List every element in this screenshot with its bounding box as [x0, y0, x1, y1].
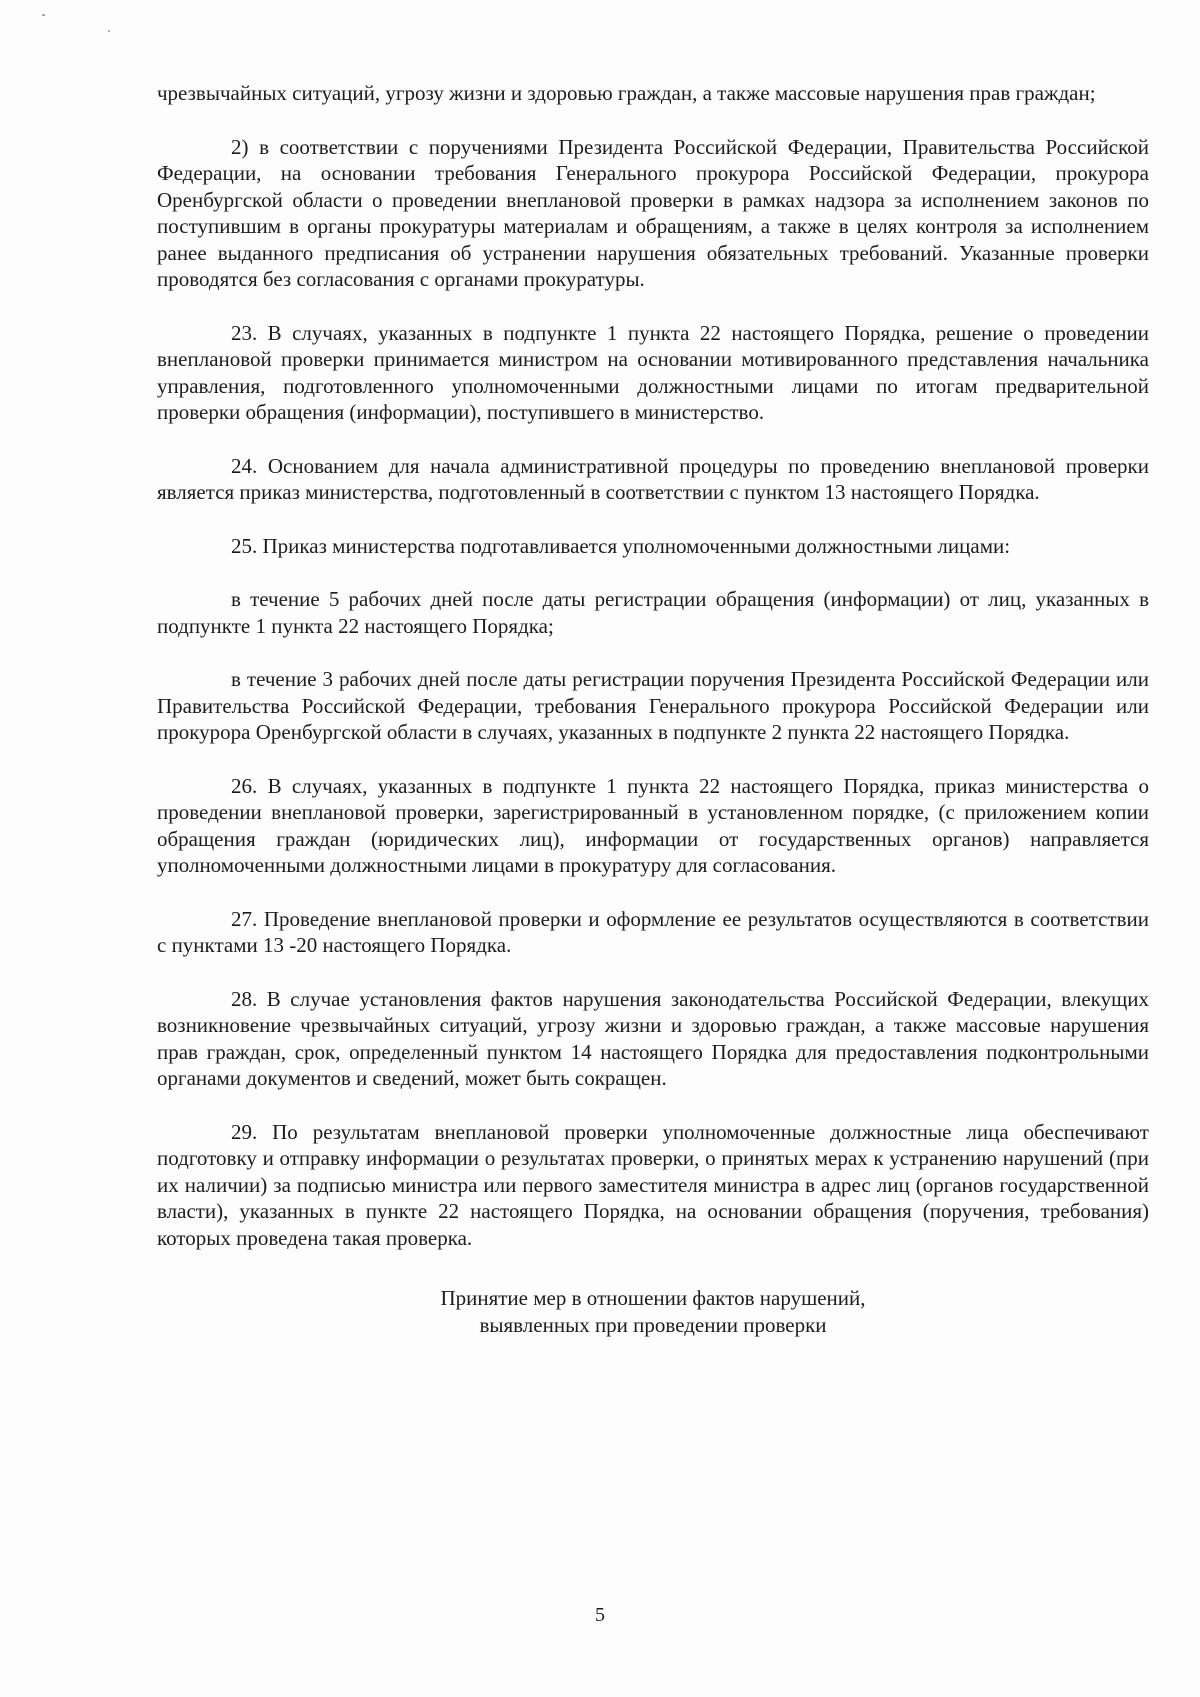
paragraph-continuation: чрезвычайных ситуаций, угрозу жизни и здоровью граждан, а также массовые нарушения прав граждан;	[157, 81, 1096, 105]
paragraph-26: 26. В случаях, указанных в подпункте 1 пункта 22 настоящего Порядка, приказ министерства о проведении внеплановой проверки, зарегистрированный в установленном порядке, (с приложением копии обращения граждан (юридических лиц), информации от государственных органов) направляется уполномоченными должностными лицами в прокуратуру для согласования.	[157, 773, 1149, 877]
paragraph-27: 27. Проведение внеплановой проверки и оформление ее результатов осуществляются в соответствии с пунктами 13 -20 настоящего Порядка.	[157, 906, 1149, 957]
scan-speck	[42, 14, 45, 16]
paragraph-24: 24. Основанием для начала административной процедуры по проведению внеплановой проверки является приказ министерства, подготовленный в соответствии с пунктом 13 настоящего Порядка.	[157, 453, 1149, 504]
document-body	[157, 80, 1149, 1338]
page-number: 5	[595, 1604, 605, 1626]
paragraph-29: 29. По результатам внеплановой проверки уполномоченные должностные лица обеспечивают подготовку и отправку информации о результатах проверки, о принятых мерах к устранению нарушений (при их наличии) за подписью министра или первого заместителя министра в адрес лиц (органов государственной власти), указанных в пункте 22 настоящего Порядка, на основании обращения (поручения, требования) которых проведена такая проверка.	[157, 1119, 1149, 1250]
paragraph-25-term-1: в течение 5 рабочих дней после даты регистрации обращения (информации) от лиц, указанных в подпункте 1 пункта 22 настоящего Порядка;	[157, 587, 1149, 638]
paragraph-subitem-2: 2) в соответствии с поручениями Президента Российской Федерации, Правительства Российской Федерации, на основании требования Генерального прокурора Российской Федерации, прокурора Оренбургской области о проведении внеплановой проверки в рамках надзора за исполнением законов по поступившим в органы прокуратуры материалам и обращениям, а также в целях контроля за исполнением ранее выданного предписания об устранении нарушения обязательных требований. Указанные проверки проводятся без согласования с органами прокуратуры.	[157, 134, 1149, 291]
scan-speck	[108, 30, 110, 32]
paragraph-25-term-2: в течение 3 рабочих дней после даты регистрации поручения Президента Российской Федерации или Правительства Российской Федерации, требования Генерального прокурора Российской Федерации или прокурора Оренбургской области в случаях, указанных в подпункте 2 пункта 22 настоящего Порядка.	[157, 667, 1149, 744]
section-heading	[157, 1285, 1149, 1338]
paragraph-23: 23. В случаях, указанных в подпункте 1 пункта 22 настоящего Порядка, решение о проведении внеплановой проверки принимается министром на основании мотивированного представления начальника управления, подготовленного уполномоченными должностными лицами по итогам предварительной проверки обращения (информации), поступившего в министерство.	[157, 320, 1149, 424]
section-heading-line-2: выявленных при проведении проверки	[479, 1312, 827, 1337]
paragraph-25: 25. Приказ министерства подготавливается уполномоченными должностными лицами:	[231, 533, 1011, 558]
section-heading-line-1: Принятие мер в отношении фактов нарушений,	[440, 1286, 866, 1310]
paragraph-28: 28. В случае установления фактов нарушения законодательства Российской Федерации, влекущих возникновение чрезвычайных ситуаций, угрозу жизни и здоровью граждан, а также массовые нарушения прав граждан, срок, определенный пунктом 14 настоящего Порядка для предоставления подконтрольными органами документов и сведений, может быть сокращен.	[157, 986, 1149, 1090]
